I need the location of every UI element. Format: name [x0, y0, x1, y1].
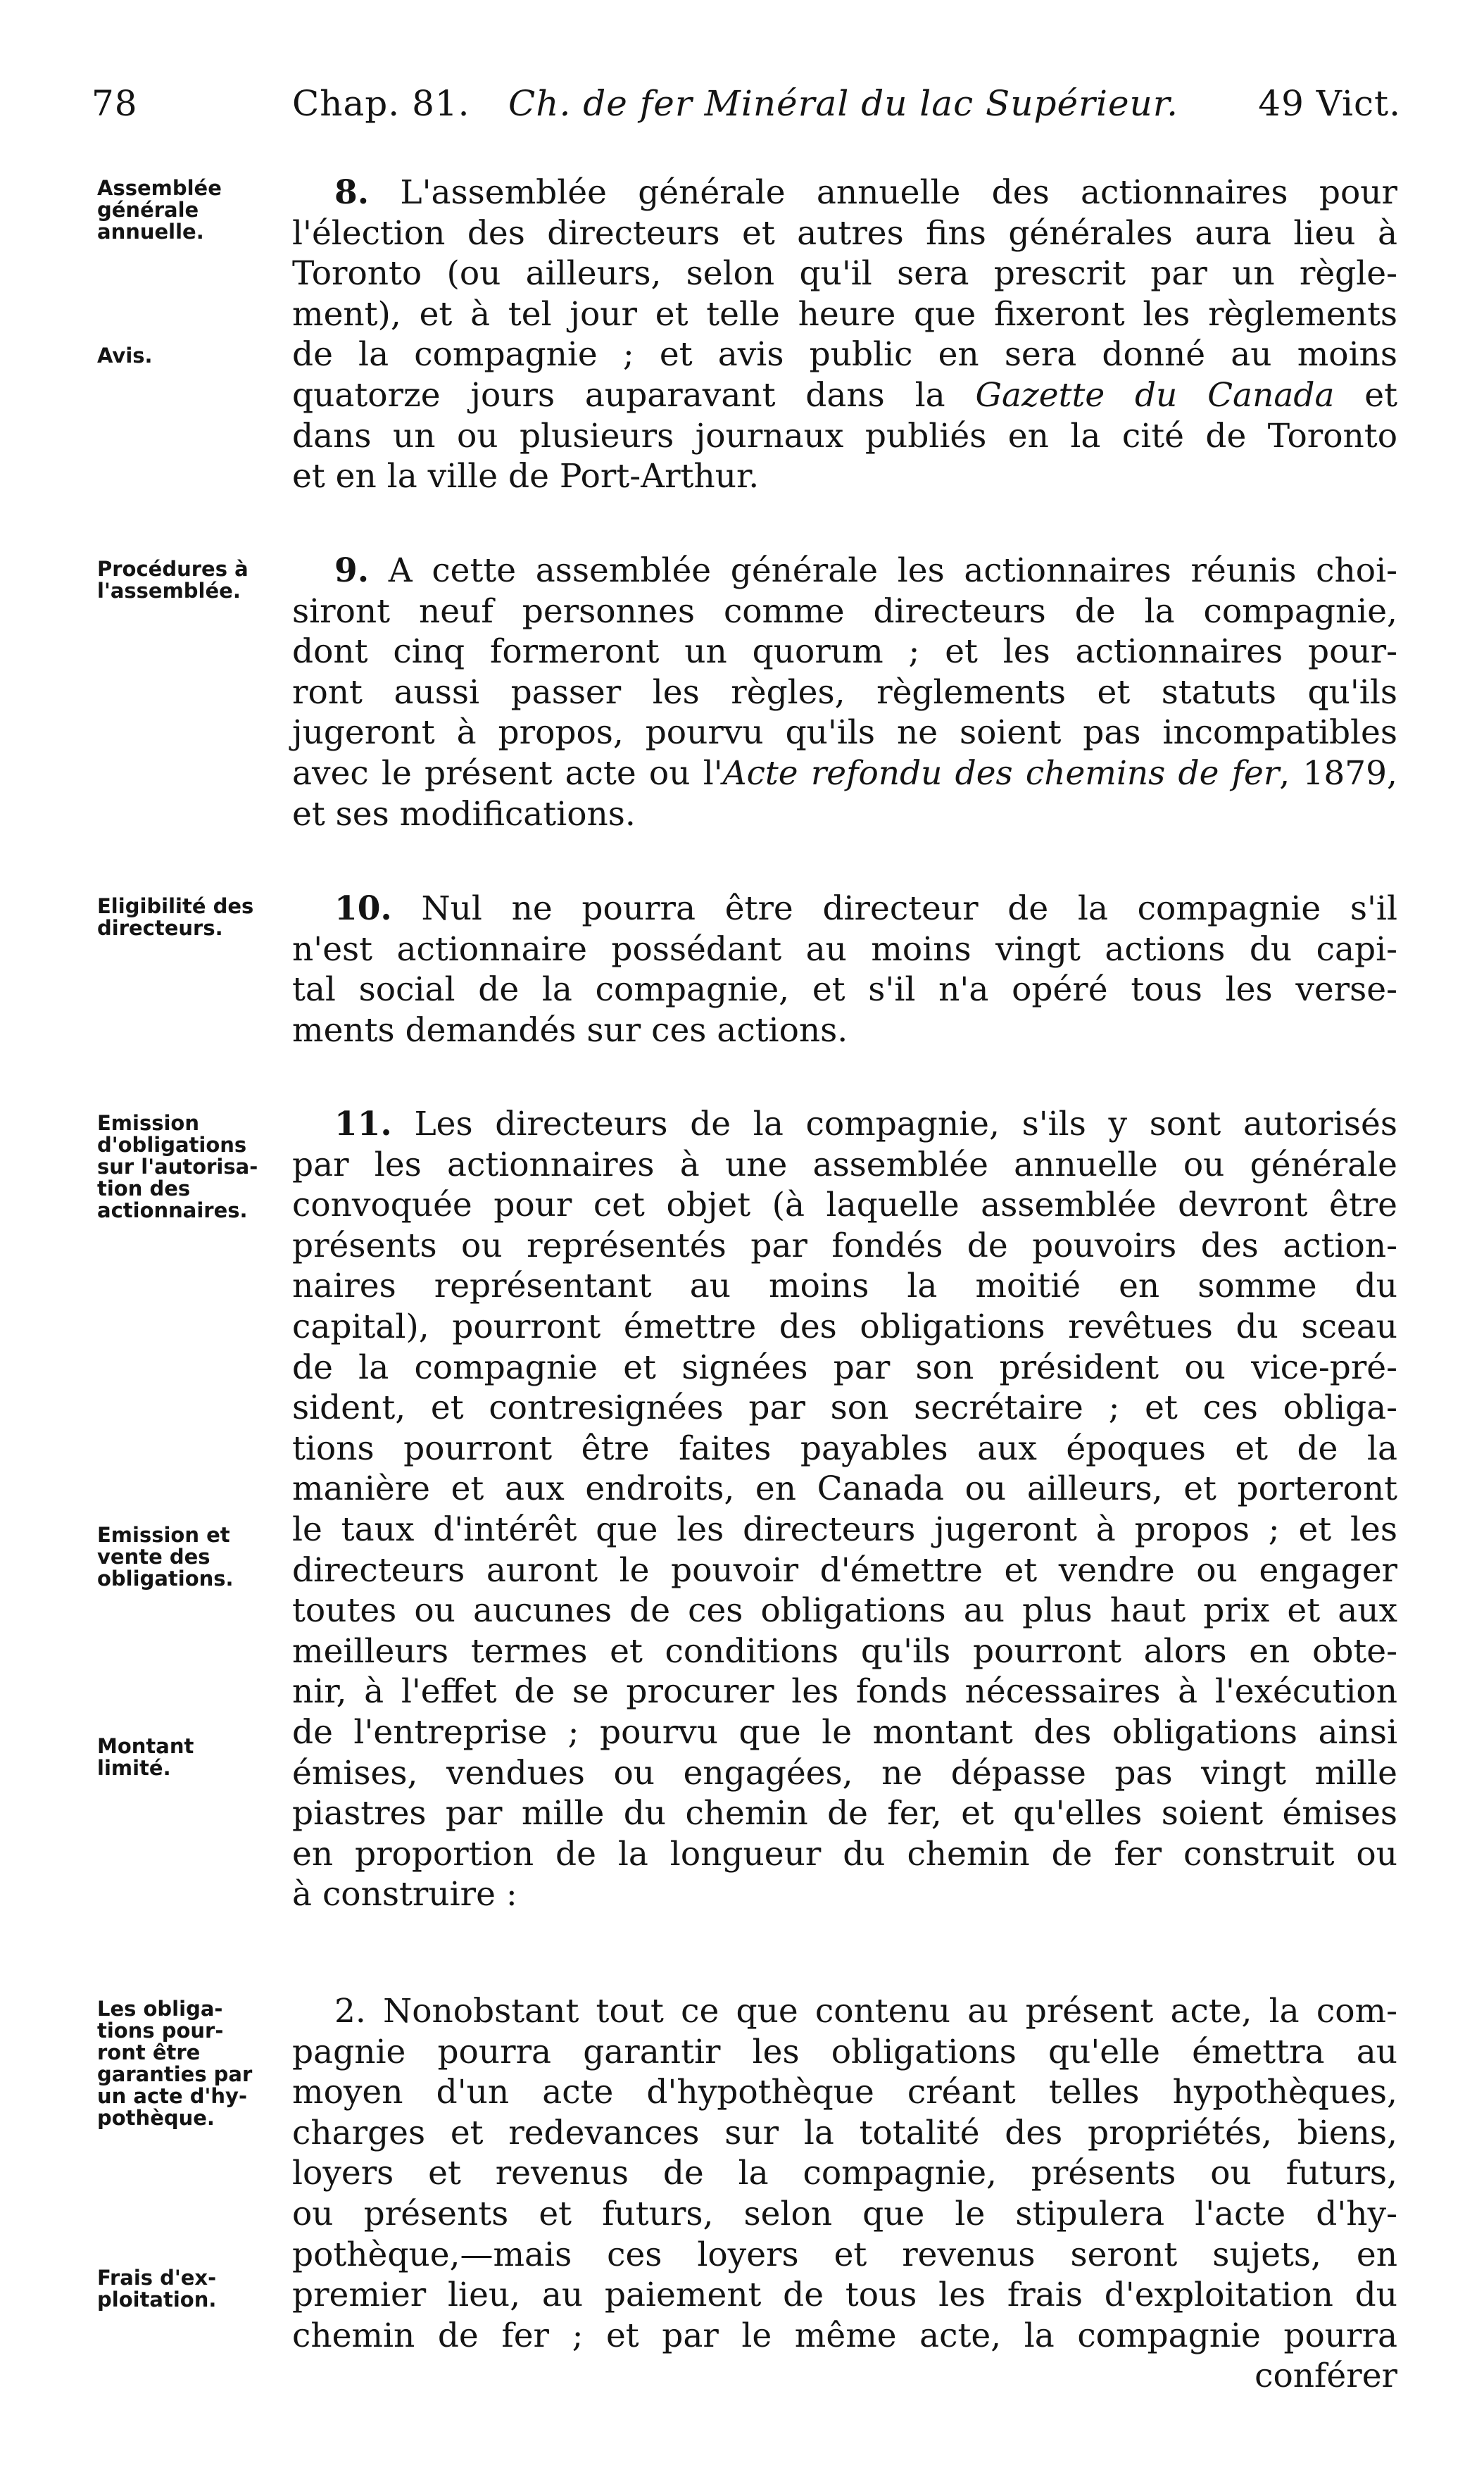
- section-number: 9.: [334, 551, 370, 590]
- subsection-line: premier lieu, au paiement de tous les frais d'exploitation du: [292, 2276, 1397, 2315]
- section-11-line: sident, et contresignées par son secrétaire ; et ces obliga-: [292, 1388, 1397, 1428]
- section-8-line: 8. L'assemblée générale annuelle des actionnaires pour: [334, 173, 1397, 212]
- acte-refondu-title: Acte refondu des chemins de fer: [722, 753, 1280, 793]
- section-11-line: à construire :: [292, 1875, 517, 1914]
- section-11-line: capital), pourront émettre des obligations revêtues du sceau: [292, 1307, 1397, 1346]
- chapter-number: Chap. 81.: [292, 83, 470, 124]
- subsection-line: loyers et revenus de la compagnie, présents ou futurs,: [292, 2154, 1397, 2193]
- section-11-line: piastres par mille du chemin de fer, et qu'elles soient émises: [292, 1794, 1397, 1833]
- subsection-line: 2. Nonobstant tout ce que contenu au présent acte, la com-: [334, 1992, 1397, 2031]
- page-number: 78: [92, 83, 138, 124]
- section-10-line: tal social de la compagnie, et s'il n'a opéré tous les verse-: [292, 970, 1397, 1010]
- section-9-line: ront aussi passer les règles, règlements et statuts qu'ils: [292, 672, 1397, 712]
- margin-note-assemblee: Assemblée générale annuelle.: [97, 176, 222, 244]
- section-11-line: nir, à l'effet de se procurer les fonds nécessaires à l'exécution: [292, 1672, 1397, 1712]
- section-8-line: l'élection des directeurs et autres fins générales aura lieu à: [292, 213, 1397, 253]
- section-8-line: Toronto (ou ailleurs, selon qu'il sera prescrit par un règle-: [292, 254, 1397, 294]
- section-9-line: avec le présent acte ou l'Acte refondu des chemins de fer, 1879,: [292, 753, 1398, 793]
- subsection-line: charges et redevances sur la totalité des propriétés, biens,: [292, 2113, 1397, 2152]
- subsection-line: pothèque,—mais ces loyers et revenus seront sujets, en: [292, 2235, 1397, 2274]
- section-9-line: siront neuf personnes comme directeurs de la compagnie,: [292, 591, 1397, 631]
- margin-note-obligations-garanties: Les obliga- tions pour- ront être garanties par un acte d'hy- pothèque.: [97, 1997, 253, 2130]
- section-11-line: présents ou représentés par fondés de pouvoirs des action-: [292, 1226, 1397, 1265]
- section-8-line: de la compagnie ; et avis public en sera donné au moins: [292, 335, 1397, 375]
- section-11-line: en proportion de la longueur du chemin de fer construit ou: [292, 1834, 1397, 1874]
- section-9-line: 9. A cette assemblée générale les actionnaires réunis choi-: [334, 551, 1397, 590]
- section-10-line: ments demandés sur ces actions.: [292, 1010, 848, 1050]
- subsection-line: ou présents et futurs, selon que le stipulera l'acte d'hy-: [292, 2194, 1397, 2233]
- section-8: [292, 173, 1397, 497]
- section-8-line: dans un ou plusieurs journaux publiés en la cité de Toronto: [292, 416, 1397, 456]
- section-11-line: manière et aux endroits, en Canada ou ailleurs, et porteront: [292, 1469, 1397, 1509]
- section-9: [292, 551, 1397, 834]
- section-number: 10.: [334, 889, 392, 928]
- section-11-subsection-2: [292, 1991, 1397, 2397]
- catchword: conférer: [1255, 2357, 1397, 2396]
- section-11-line: de l'entreprise ; pourvu que le montant des obligations ainsi: [292, 1712, 1397, 1752]
- section-10: [292, 889, 1397, 1050]
- section-11-line: par les actionnaires à une assemblée annuelle ou générale: [292, 1145, 1397, 1184]
- section-11-line: meilleurs termes et conditions qu'ils pourront alors en obte-: [292, 1631, 1397, 1671]
- section-11-line: tions pourront être faites payables aux époques et de la: [292, 1429, 1397, 1468]
- section-11-line: naires représentant au moins la moitié en somme du: [292, 1267, 1397, 1306]
- subsection-line: moyen d'un acte d'hypothèque créant telles hypothèques,: [292, 2073, 1397, 2112]
- section-9-line: et ses modifications.: [292, 794, 636, 834]
- margin-note-procedures: Procédures à l'assemblée.: [97, 557, 249, 603]
- section-8-line: ment), et à tel jour et telle heure que fixeront les règlements: [292, 294, 1397, 334]
- margin-note-montant: Montant limité.: [97, 1734, 194, 1780]
- margin-note-eligibilite: Eligibilité des directeurs.: [97, 894, 254, 940]
- section-11-line: toutes ou aucunes de ces obligations au plus haut prix et aux: [292, 1591, 1397, 1631]
- section-11-line: 11. Les directeurs de la compagnie, s'ils y sont autorisés: [334, 1105, 1397, 1143]
- section-9-line: jugeront à propos, pourvu qu'ils ne soient pas incompatibles: [292, 713, 1397, 753]
- section-10-line: 10. Nul ne pourra être directeur de la compagnie s'il: [334, 889, 1397, 928]
- margin-note-emission-autorisation: Emission d'obligations sur l'autorisa- tion des actionnaires.: [97, 1111, 258, 1222]
- margin-note-frais: Frais d'ex- ploitation.: [97, 2266, 217, 2312]
- section-11-line: de la compagnie et signées par son président ou vice-pré-: [292, 1348, 1397, 1387]
- section-11-line: émises, vendues ou engagées, ne dépasse pas vingt mille: [292, 1753, 1397, 1793]
- section-11: [292, 1104, 1397, 1915]
- section-number: 8.: [334, 173, 370, 212]
- section-11-line: convoquée pour cet objet (à laquelle assemblée devront être: [292, 1186, 1397, 1225]
- margin-note-emission-vente: Emission et vente des obligations.: [97, 1523, 234, 1591]
- section-number: 11.: [334, 1105, 392, 1143]
- section-10-line: n'est actionnaire possédant au moins vingt actions du capi-: [292, 929, 1397, 969]
- section-11-line: directeurs auront le pouvoir d'émettre et vendre ou engager: [292, 1550, 1397, 1590]
- subsection-line: chemin de fer ; et par le même acte, la compagnie pourra: [292, 2316, 1397, 2355]
- gazette-title: Gazette du Canada: [975, 375, 1335, 415]
- regnal-year: 49 Vict.: [1258, 83, 1401, 124]
- section-8-line: quatorze jours auparavant dans la Gazette du Canada et: [292, 375, 1397, 415]
- section-11-line: le taux d'intérêt que les directeurs jugeront à propos ; et les: [292, 1510, 1397, 1549]
- margin-note-avis: Avis.: [97, 344, 153, 368]
- act-title: Ch. de fer Minéral du lac Supérieur.: [508, 83, 1179, 124]
- section-8-line: et en la ville de Port-Arthur.: [292, 457, 760, 496]
- subsection-line: pagnie pourra garantir les obligations qu'elle émettra au: [292, 2032, 1397, 2071]
- section-9-line: dont cinq formeront un quorum ; et les actionnaires pour-: [292, 632, 1397, 672]
- running-header: [92, 83, 1401, 139]
